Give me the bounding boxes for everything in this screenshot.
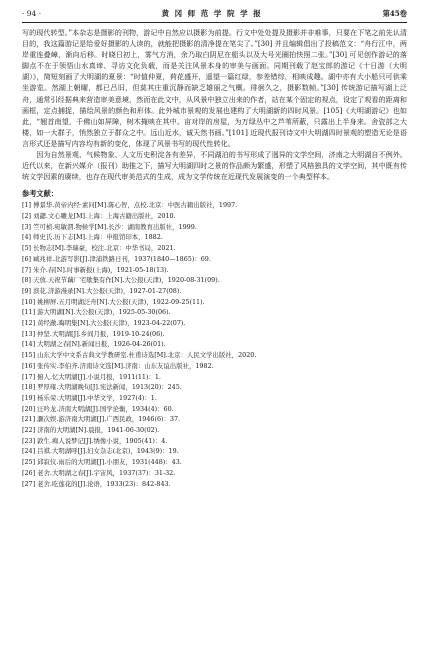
reference-item: [7] 朱介.春[N].时事新报(上海)，1921-05-18(13).	[22, 265, 169, 274]
reference-item: [21] 灏次娱.游济南大明湖[J].广西民政，1946(6)：37.	[22, 415, 181, 424]
reference-item: [8] 天放.天祝节藕厂宅歇集有作[N].大公报(天津)，1920-08-31(09).	[22, 276, 220, 285]
body-paragraph: 写的现代转型。”本杂志是摄影的刊物，游记中自然应以摄影为前提。行文中处处提及摄影并非难事，只要在下笔之前先认清目的，我这篇游记是给爱好摄影的人读的，就能把摄影的清净提在笔尖了。”[30] 并且编辑倡出了投稿范文：“舟行江中，两岸重连叠嶂，渐向后移。时晓日初上，雾气方消，余乃取白阴尼在船头以及大号光圈拍快照二张。”[30] 可见创作游记的落脚点不在于领悟山水真谛、寻访文化负载，而是关注风景本身的审美与画面。同期刊载了赵宝郎的游记《十日游（大明湖）》，简短刻画了大明湖的夏景：“时值仲夏，荷花盛开，遥望一篇红绿，参差错综，相映成趣。湖中亦有大小船只可供乘坐游览。然湖上朝曜，都已吕旧，但莫其庄重沉静而缺乏雄丽之气概。徘徊久之，摄影数帧。”[30] 传统游记描写湖上泛舟，通常引经据典来营造审美意境，然而在此文中，从风景中独立出来的作者，站在某个固定的视点，设定了观看的距离和画框，定点捕捉，描绘风景的颜色和形体。此外城市景观的发展也建构了大明湖新的四时风景。[105]《大明湖游记》也如此，“翘首南望，千佛山如屏障，树木掩映在其中。亩对岸的房屋，为万绿丛中之芦苇所蔽，只露出上半身来。舍瓷部之大楼，如一大群子，悄然独立于群众之中。远山近水，诚天然书画。”[101] 近现代报刊诗文中大明湖四时景观的塑造无论是语言形式还是描写内容均有新的变化，体现了风景书写的现代性转化。	[22, 28, 407, 148]
reference-item: [4] 师史氏.历下志[M].上海：申报馆印本，1882.	[22, 233, 163, 242]
reference-item: [15] 山东大学中文系古典文学教研室.杜甫诗选[M].北京：人民文学出版社，2020.	[22, 351, 257, 360]
reference-item: [1] 傅景华.黄帝内经·素问[M].陈心智，点校.北京：中医古籍出版社，1997.	[22, 201, 238, 210]
reference-item: [5] 长物志[M].李瑞豪，校注.北京：中华书局，2021.	[22, 244, 176, 253]
reference-item: [20] 汪吟龙.济南大明湖[J].国学论衡，1934(4)：60.	[22, 404, 174, 413]
reference-list	[22, 200, 407, 489]
reference-item: [2] 刘勰.文心雕龙[M].上海：上海古籍出版社，2010.	[22, 212, 176, 221]
reference-item: [22] 济南的大明湖[N].晨报，1941-06-30(02).	[22, 426, 160, 435]
reference-item: [23] 敦生.痴人说梦记[J].绣像小说，1905(41)：4.	[22, 436, 168, 445]
reference-item: [6] 臧兆祥.北游写影[J].津浦铁路日刊，1937(1840—1865)：69.	[22, 254, 211, 263]
reference-item: [10] 姚柳屏.五月明湖泛舟[N].大公报(天津)，1922-09-25(11).	[22, 297, 205, 306]
reference-item: [26] 老舍.大明湖之春[J].宇宙风，1937(37)：31-32.	[22, 468, 176, 477]
page-number: · 94 ·	[22, 9, 42, 18]
reference-item: [14] 大明湖之春[N].新闻日报，1926-04-26(01).	[22, 340, 166, 349]
header-rule	[22, 22, 407, 23]
reference-item: [27] 老舍.吃莲花的[J].论语，1933(23)：842-843.	[22, 479, 171, 488]
reference-item: [24] 吕祺.大明湖呼[J].妇女杂志(北京)，1943(9)：19.	[22, 447, 179, 456]
journal-title: 黄 冈 师 范 学 院 学 报	[161, 9, 263, 18]
reference-item: [16] 张传实.李伯齐.济南诗文选[M].济南：山东友谊出版社，1982.	[22, 361, 214, 370]
reference-item: [12] 黄经澈.晦明集[N].大公报(天津)，1923-04-22(07).	[22, 319, 186, 328]
reference-item: [17] 俯人.忆大明湖[J].小说月报，1911(11)：1.	[22, 372, 161, 381]
body-text	[22, 27, 407, 182]
reference-item: [25] 邱寂仪.雨后的大明湖[J].小朋友，1931(448)：43.	[22, 458, 182, 467]
running-header	[22, 8, 407, 19]
reference-item: [3] 竺可桢.宛敏渭.物候学[M].长沙：湖南教育出版社，1999.	[22, 222, 197, 231]
reference-item: [9] 滨花.济游漫录[N].大公报(天津)，1927-01-27(08).	[22, 286, 182, 295]
body-paragraph: 因为自然景观、气候物象、人文历史积淀各有差异，不同湖泊的书写形成了迥异的文学空间，济南之大明湖自不例外。近代以来，在新兴媒介（报刊）助推之下，描写大明湖四时之景的作品颇为繁盛，形塑了风格独具的文学空间，其中既有传统文学因素的赓续，也存在现代审美范式的生成，成为文学传统在近现代发展演变的一个典型样本。	[22, 150, 407, 182]
references-heading: 参考文献：	[22, 189, 58, 199]
reference-item: [19] 杨乐荣.大明湖[J].中华文学，1927(4)：1.	[22, 393, 157, 402]
volume-label: 第45卷	[382, 9, 407, 18]
reference-item: [13] 仲坚.大明湖[J].乡间月报，1919-10-24(06).	[22, 329, 165, 338]
reference-item: [18] 罗厚雍.大明湖晚旬[J].宪法新闻，1913(20)：245.	[22, 383, 182, 392]
reference-item: [11] 游大明湖[N].大公报(天津)，1925-05-30(06).	[22, 308, 171, 317]
